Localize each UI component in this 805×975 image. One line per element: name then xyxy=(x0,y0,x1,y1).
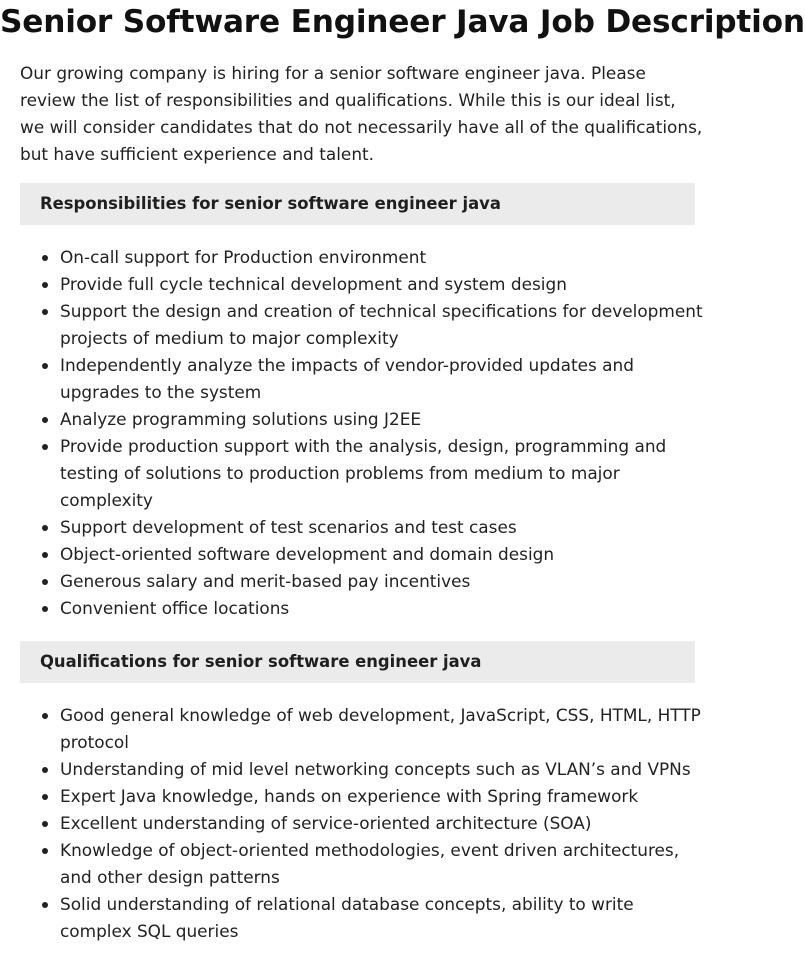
list-item xyxy=(0,595,705,622)
qualifications-list xyxy=(0,702,705,945)
list-item xyxy=(0,271,705,298)
bullet-icon xyxy=(42,552,48,558)
bullet-icon xyxy=(42,821,48,827)
bullet-icon xyxy=(42,713,48,719)
list-item-text: Convenient office locations xyxy=(60,598,290,618)
list-item xyxy=(0,837,705,891)
list-item xyxy=(0,891,705,945)
list-item xyxy=(0,244,705,271)
bullet-icon xyxy=(42,525,48,531)
list-item xyxy=(0,433,705,514)
bullet-icon xyxy=(42,767,48,773)
intro-paragraph: Our growing company is hiring for a senior software engineer java. Please review the list of responsibilities and qualifications. While this is our ideal list, we will consider candidates that do not necessarily have all of the qualifications, but have sufficient experience and talent. xyxy=(20,63,703,164)
bullet-icon xyxy=(42,363,48,369)
list-item xyxy=(0,514,705,541)
list-item xyxy=(0,298,705,352)
list-item-text: Provide full cycle technical development and system design xyxy=(60,274,567,294)
list-item-text: On-call support for Production environment xyxy=(60,247,427,267)
bullet-icon xyxy=(42,606,48,612)
list-item-text: Support the design and creation of technical specifications for development projects of medium to major complexity xyxy=(60,301,703,348)
list-item xyxy=(0,783,705,810)
list-item xyxy=(0,541,705,568)
list-item-text: Provide production support with the analysis, design, programming and testing of solutions to production problems from medium to major complexity xyxy=(60,436,667,510)
list-item xyxy=(0,352,705,406)
qualifications-heading: Qualifications for senior software engineer java xyxy=(20,641,695,683)
list-item xyxy=(0,702,705,756)
bullet-icon xyxy=(42,417,48,423)
list-item-text: Knowledge of object-oriented methodologies, event driven architectures, and other design patterns xyxy=(60,840,680,887)
list-item-text: Excellent understanding of service-oriented architecture (SOA) xyxy=(60,813,592,833)
page-title: Senior Software Engineer Java Job Description xyxy=(0,4,805,40)
list-item-text: Object-oriented software development and domain design xyxy=(60,544,555,564)
bullet-icon xyxy=(42,902,48,908)
bullet-icon xyxy=(42,444,48,450)
list-item xyxy=(0,810,705,837)
list-item-text: Independently analyze the impacts of vendor-provided updates and upgrades to the system xyxy=(60,355,634,402)
bullet-icon xyxy=(42,282,48,288)
list-item-text: Good general knowledge of web development, JavaScript, CSS, HTML, HTTP protocol xyxy=(60,705,701,752)
list-item-text: Analyze programming solutions using J2EE xyxy=(60,409,422,429)
bullet-icon xyxy=(42,309,48,315)
responsibilities-heading: Responsibilities for senior software engineer java xyxy=(20,183,695,225)
list-item xyxy=(0,756,705,783)
bullet-icon xyxy=(42,579,48,585)
list-item-text: Expert Java knowledge, hands on experience with Spring framework xyxy=(60,786,639,806)
list-item-text: Solid understanding of relational database concepts, ability to write complex SQL queries xyxy=(60,894,634,941)
list-item-text: Understanding of mid level networking concepts such as VLAN’s and VPNs xyxy=(60,759,691,779)
list-item-text: Generous salary and merit-based pay incentives xyxy=(60,571,471,591)
bullet-icon xyxy=(42,848,48,854)
list-item-text: Support development of test scenarios and test cases xyxy=(60,517,517,537)
bullet-icon xyxy=(42,255,48,261)
bullet-icon xyxy=(42,794,48,800)
list-item xyxy=(0,406,705,433)
responsibilities-list xyxy=(0,244,705,622)
list-item xyxy=(0,568,705,595)
